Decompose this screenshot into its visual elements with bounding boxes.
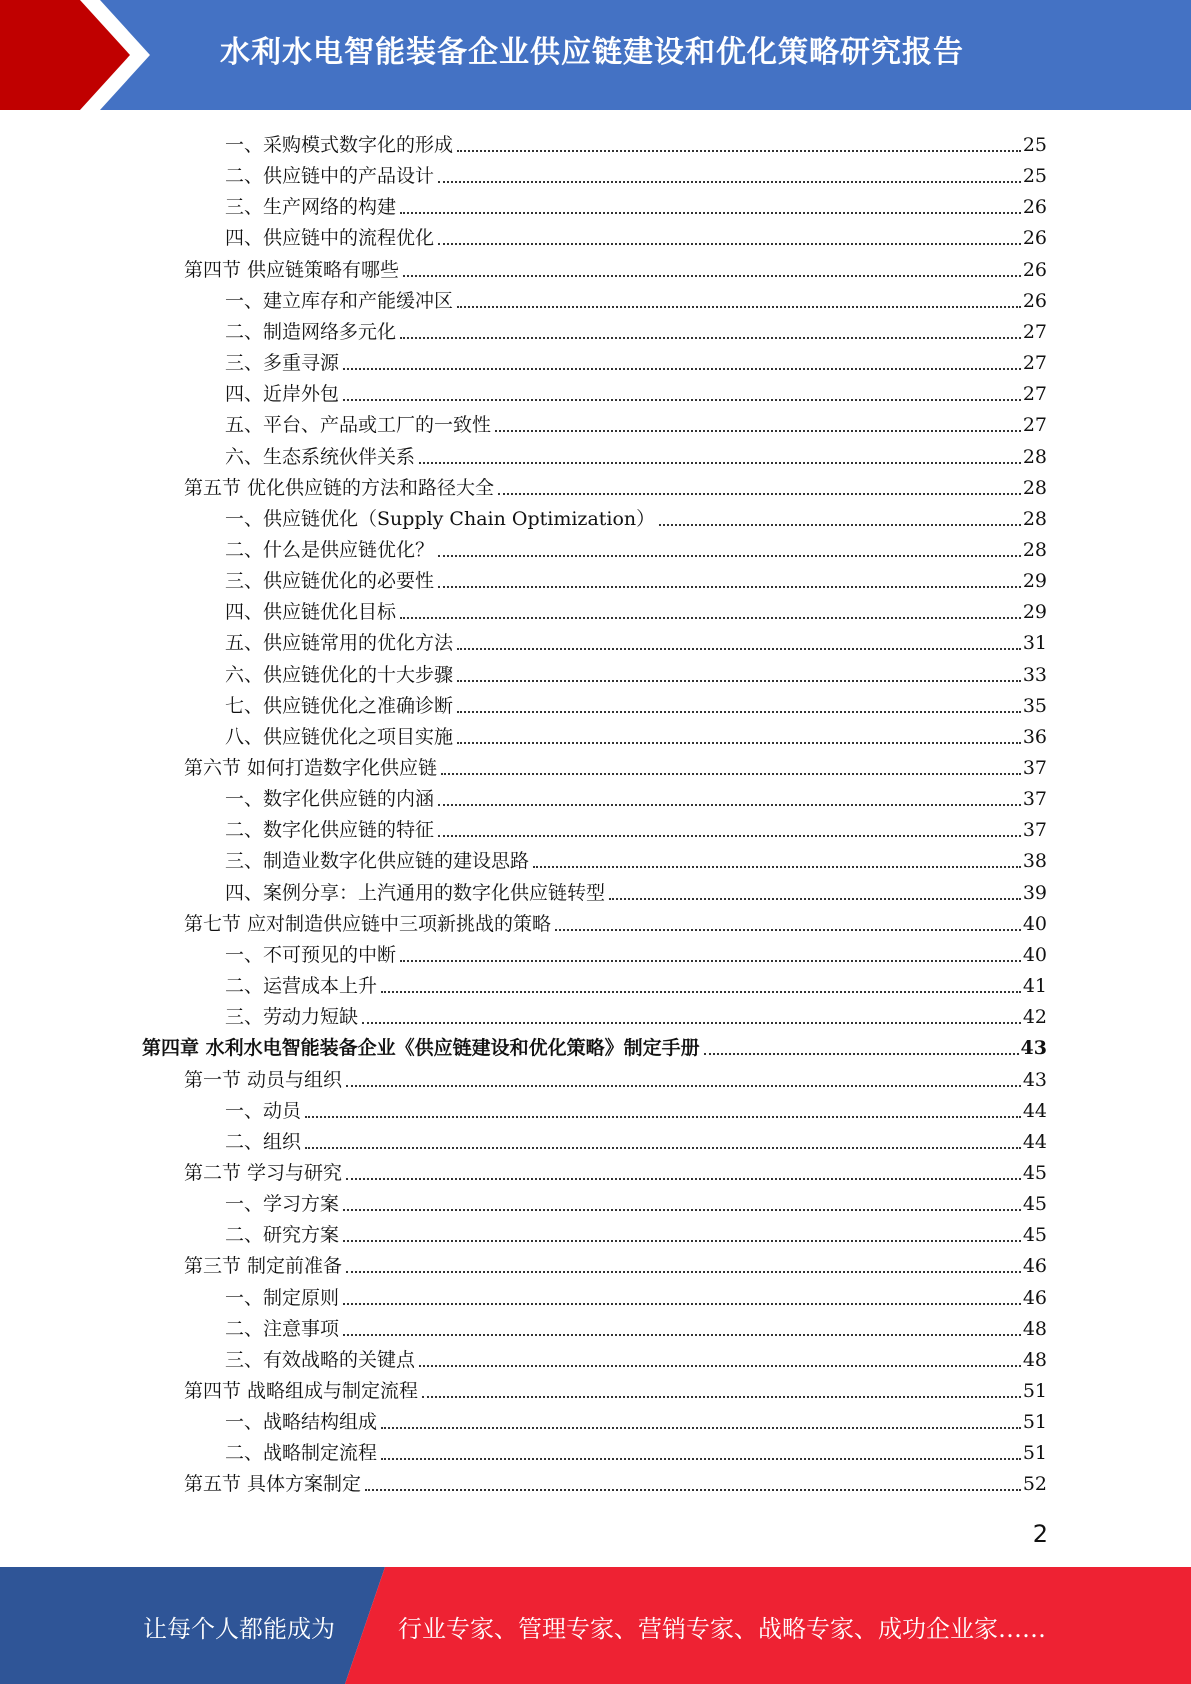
toc-entry-title: 第一节 动员与组织 xyxy=(184,1068,343,1091)
toc-dot-leader xyxy=(346,1270,1021,1273)
toc-entry[interactable] xyxy=(184,1155,1047,1186)
toc-entry-title: 六、供应链优化的十大步骤 xyxy=(225,663,454,686)
toc-entry-page: 28 xyxy=(1022,445,1047,468)
toc-entry-page: 43 xyxy=(1020,1037,1047,1060)
toc-dot-leader xyxy=(400,211,1021,214)
toc-entry[interactable] xyxy=(225,719,1047,750)
footer-slogan-right: 行业专家、管理专家、营销专家、战略专家、成功企业家…… xyxy=(398,1615,1046,1643)
toc-dot-leader xyxy=(495,429,1021,432)
toc-dot-leader xyxy=(438,554,1021,557)
toc-dot-leader xyxy=(343,1239,1021,1242)
toc-dot-leader xyxy=(305,1146,1021,1149)
toc-entry-page: 33 xyxy=(1022,663,1047,686)
toc-dot-leader xyxy=(438,180,1021,183)
toc-entry-title: 四、近岸外包 xyxy=(225,383,340,406)
toc-dot-leader xyxy=(365,1488,1021,1491)
toc-entry[interactable] xyxy=(225,1435,1047,1466)
header-banner xyxy=(0,0,1191,110)
toc-entry-title: 三、劳动力短缺 xyxy=(225,1006,359,1029)
toc-dot-leader xyxy=(438,242,1021,245)
toc-entry-title: 二、研究方案 xyxy=(225,1224,340,1247)
toc-entry-title: 三、有效战略的关键点 xyxy=(225,1348,416,1371)
toc-entry-page: 42 xyxy=(1022,1006,1047,1029)
toc-entry-page: 48 xyxy=(1022,1317,1047,1340)
toc-entry-title: 一、战略结构组成 xyxy=(225,1411,378,1434)
toc-entry[interactable] xyxy=(225,1186,1047,1217)
toc-entry-page: 28 xyxy=(1022,507,1047,530)
toc-entry[interactable] xyxy=(225,937,1047,968)
toc-entry-page: 51 xyxy=(1022,1442,1047,1465)
toc-entry-page: 29 xyxy=(1022,601,1047,624)
footer-slogan-left: 让每个人都能成为 xyxy=(143,1615,335,1643)
toc-dot-leader xyxy=(555,928,1021,931)
toc-entry-title: 二、什么是供应链优化？ xyxy=(225,538,435,561)
toc-entry-title: 一、建立库存和产能缓冲区 xyxy=(225,289,454,312)
toc-dot-leader xyxy=(343,1333,1021,1336)
toc-entry-page: 45 xyxy=(1022,1161,1047,1184)
header-title: 水利水电智能装备企业供应链建设和优化策略研究报告 xyxy=(220,35,964,70)
toc-entry-title: 三、多重寻源 xyxy=(225,352,340,375)
toc-entry[interactable] xyxy=(225,563,1047,594)
toc-entry[interactable] xyxy=(184,1373,1047,1404)
toc-entry[interactable] xyxy=(225,1280,1047,1311)
toc-dot-leader xyxy=(498,492,1021,495)
toc-entry-title: 四、供应链中的流程优化 xyxy=(225,227,435,250)
toc-entry-page: 40 xyxy=(1022,943,1047,966)
toc-entry-page: 26 xyxy=(1022,289,1047,312)
toc-dot-leader xyxy=(400,336,1021,339)
toc-entry-page: 45 xyxy=(1022,1224,1047,1247)
toc-entry-title: 第四节 供应链策略有哪些 xyxy=(184,258,400,281)
toc-entry[interactable] xyxy=(225,532,1047,563)
toc-entry-title: 第四节 战略组成与制定流程 xyxy=(184,1380,419,1402)
toc-entry-title: 第四章 水利水电智能装备企业《供应链建设和优化策略》制定手册 xyxy=(142,1037,700,1060)
toc-entry-title: 一、采购模式数字化的形成 xyxy=(225,134,454,156)
toc-entry[interactable] xyxy=(225,189,1047,220)
toc-entry[interactable] xyxy=(225,1404,1047,1435)
toc-dot-leader xyxy=(343,1302,1021,1305)
toc-entry-page: 25 xyxy=(1022,134,1047,156)
toc-entry-page: 26 xyxy=(1022,196,1047,219)
toc-dot-leader xyxy=(457,149,1021,152)
toc-entry-title: 八、供应链优化之项目实施 xyxy=(225,725,454,748)
toc-entry-page: 44 xyxy=(1022,1130,1047,1153)
toc-entry-title: 二、注意事项 xyxy=(225,1317,340,1340)
toc-entry[interactable] xyxy=(225,594,1047,625)
toc-entry-page: 52 xyxy=(1022,1473,1047,1496)
toc-entry[interactable] xyxy=(225,812,1047,843)
toc-entry-title: 二、组织 xyxy=(225,1130,302,1153)
toc-dot-leader xyxy=(659,523,1021,526)
toc-dot-leader xyxy=(457,647,1021,650)
toc-dot-leader xyxy=(457,679,1021,682)
toc-entry[interactable] xyxy=(225,376,1047,407)
toc-entry-title: 六、生态系统伙伴关系 xyxy=(225,445,416,468)
toc-entry[interactable] xyxy=(225,407,1047,438)
toc-entry-title: 三、制造业数字化供应链的建设思路 xyxy=(225,850,530,873)
toc-entry[interactable] xyxy=(225,127,1047,158)
toc-entry[interactable] xyxy=(225,843,1047,874)
toc-entry-page: 45 xyxy=(1022,1193,1047,1216)
toc-entry-title: 一、数字化供应链的内涵 xyxy=(225,788,435,811)
toc-dot-leader xyxy=(346,1177,1021,1180)
toc-entry-title: 一、供应链优化（Supply Chain Optimization） xyxy=(225,507,656,530)
toc-entry-title: 五、供应链常用的优化方法 xyxy=(225,632,454,655)
toc-entry-title: 第五节 具体方案制定 xyxy=(184,1473,362,1496)
toc-dot-leader xyxy=(438,834,1021,837)
toc-dot-leader xyxy=(441,772,1021,775)
toc-dot-leader xyxy=(346,1084,1021,1087)
toc-entry-page: 38 xyxy=(1022,850,1047,873)
toc-dot-leader xyxy=(457,710,1021,713)
toc-entry[interactable] xyxy=(142,1030,1047,1061)
toc-entry-title: 二、数字化供应链的特征 xyxy=(225,819,435,842)
toc-entry-page: 37 xyxy=(1022,819,1047,842)
toc-entry-page: 26 xyxy=(1022,227,1047,250)
toc-dot-leader xyxy=(609,897,1021,900)
toc-entry-page: 27 xyxy=(1022,383,1047,406)
toc-entry[interactable] xyxy=(184,252,1047,283)
toc-entry-page: 51 xyxy=(1022,1380,1047,1402)
toc-entry-page: 46 xyxy=(1022,1255,1047,1278)
toc-entry[interactable] xyxy=(184,750,1047,781)
toc-entry[interactable] xyxy=(225,1124,1047,1155)
toc-dot-leader xyxy=(381,1426,1021,1429)
toc-dot-leader xyxy=(419,461,1021,464)
toc-entry[interactable] xyxy=(225,220,1047,251)
toc-entry-title: 三、生产网络的构建 xyxy=(225,196,397,219)
toc-entry[interactable] xyxy=(184,1466,1047,1497)
toc-entry-page: 25 xyxy=(1022,165,1047,188)
toc-dot-leader xyxy=(400,616,1021,619)
toc-dot-leader xyxy=(438,803,1021,806)
toc-entry[interactable] xyxy=(225,688,1047,719)
toc-entry-title: 二、运营成本上升 xyxy=(225,975,378,998)
toc-entry-title: 一、学习方案 xyxy=(225,1193,340,1216)
toc-dot-leader xyxy=(305,1115,1021,1118)
toc-dot-leader xyxy=(533,865,1021,868)
toc-entry-title: 一、制定原则 xyxy=(225,1286,340,1309)
toc-entry-title: 二、战略制定流程 xyxy=(225,1442,378,1465)
toc-entry-title: 第三节 制定前准备 xyxy=(184,1255,343,1278)
toc-entry-page: 41 xyxy=(1022,975,1047,998)
toc-entry-page: 26 xyxy=(1022,258,1047,281)
toc-dot-leader xyxy=(400,959,1021,962)
toc-entry-page: 37 xyxy=(1022,757,1047,779)
toc-entry[interactable] xyxy=(225,1342,1047,1373)
toc-entry[interactable] xyxy=(225,875,1047,906)
toc-entry-title: 一、不可预见的中断 xyxy=(225,943,397,966)
toc-entry-page: 37 xyxy=(1022,788,1047,811)
toc-entry-title: 四、供应链优化目标 xyxy=(225,601,397,624)
toc-entry-title: 第六节 如何打造数字化供应链 xyxy=(184,757,438,779)
toc-entry-title: 四、案例分享：上汽通用的数字化供应链转型 xyxy=(225,881,606,904)
toc-dot-leader xyxy=(457,741,1021,744)
toc-entry-title: 五、平台、产品或工厂的一致性 xyxy=(225,414,492,437)
toc-entry[interactable] xyxy=(225,283,1047,314)
toc-entry[interactable] xyxy=(225,657,1047,688)
toc-dot-leader xyxy=(704,1052,1019,1055)
toc-entry[interactable] xyxy=(184,470,1047,501)
toc-dot-leader xyxy=(381,1457,1021,1460)
toc-entry[interactable] xyxy=(225,781,1047,812)
toc-entry-page: 28 xyxy=(1022,476,1047,499)
toc-dot-leader xyxy=(422,1395,1021,1398)
toc-dot-leader xyxy=(381,990,1021,993)
toc-entry[interactable] xyxy=(225,158,1047,189)
toc-entry-title: 二、供应链中的产品设计 xyxy=(225,165,435,188)
toc-entry-page: 44 xyxy=(1022,1099,1047,1122)
toc-entry[interactable] xyxy=(184,1062,1047,1093)
toc-entry-title: 第五节 优化供应链的方法和路径大全 xyxy=(184,476,495,499)
toc-entry[interactable] xyxy=(225,1217,1047,1248)
toc-entry-page: 40 xyxy=(1022,912,1047,935)
toc-entry[interactable] xyxy=(184,906,1047,937)
footer-banner xyxy=(0,1567,1191,1684)
toc-entry-page: 39 xyxy=(1022,881,1047,904)
toc-entry[interactable] xyxy=(225,1093,1047,1124)
toc-entry-page: 29 xyxy=(1022,570,1047,593)
toc-entry[interactable] xyxy=(225,501,1047,532)
toc-entry-page: 48 xyxy=(1022,1348,1047,1371)
toc-dot-leader xyxy=(438,585,1021,588)
toc-entry-page: 27 xyxy=(1022,352,1047,375)
toc-entry-page: 31 xyxy=(1022,632,1047,655)
toc-entry[interactable] xyxy=(225,1311,1047,1342)
toc-entry-title: 七、供应链优化之准确诊断 xyxy=(225,694,454,717)
page-number: 2 xyxy=(1032,1520,1048,1548)
toc-entry-title: 二、制造网络多元化 xyxy=(225,320,397,343)
toc-entry-page: 36 xyxy=(1022,725,1047,748)
toc-entry-page: 28 xyxy=(1022,538,1047,561)
toc-entry-title: 三、供应链优化的必要性 xyxy=(225,570,435,593)
toc-entry[interactable] xyxy=(225,439,1047,470)
toc-entry-page: 27 xyxy=(1022,320,1047,343)
toc-entry-page: 51 xyxy=(1022,1411,1047,1434)
toc-entry[interactable] xyxy=(225,968,1047,999)
toc-entry[interactable] xyxy=(184,1248,1047,1279)
toc-entry[interactable] xyxy=(225,999,1047,1030)
toc-dot-leader xyxy=(343,398,1021,401)
toc-entry[interactable] xyxy=(225,314,1047,345)
toc-entry-title: 第七节 应对制造供应链中三项新挑战的策略 xyxy=(184,912,552,935)
toc-dot-leader xyxy=(343,367,1021,370)
toc-entry-title: 一、动员 xyxy=(225,1099,302,1122)
toc-dot-leader xyxy=(403,274,1021,277)
toc-dot-leader xyxy=(419,1364,1021,1367)
toc-dot-leader xyxy=(457,305,1021,308)
toc-dot-leader xyxy=(343,1208,1021,1211)
toc-entry[interactable] xyxy=(225,625,1047,656)
toc-entry-page: 46 xyxy=(1022,1286,1047,1309)
toc-entry[interactable] xyxy=(225,345,1047,376)
toc-entry-page: 35 xyxy=(1022,694,1047,717)
toc-entry-title: 第二节 学习与研究 xyxy=(184,1161,343,1184)
toc-dot-leader xyxy=(362,1021,1021,1024)
toc-entry-page: 27 xyxy=(1022,414,1047,437)
toc-entry-page: 43 xyxy=(1022,1068,1047,1091)
